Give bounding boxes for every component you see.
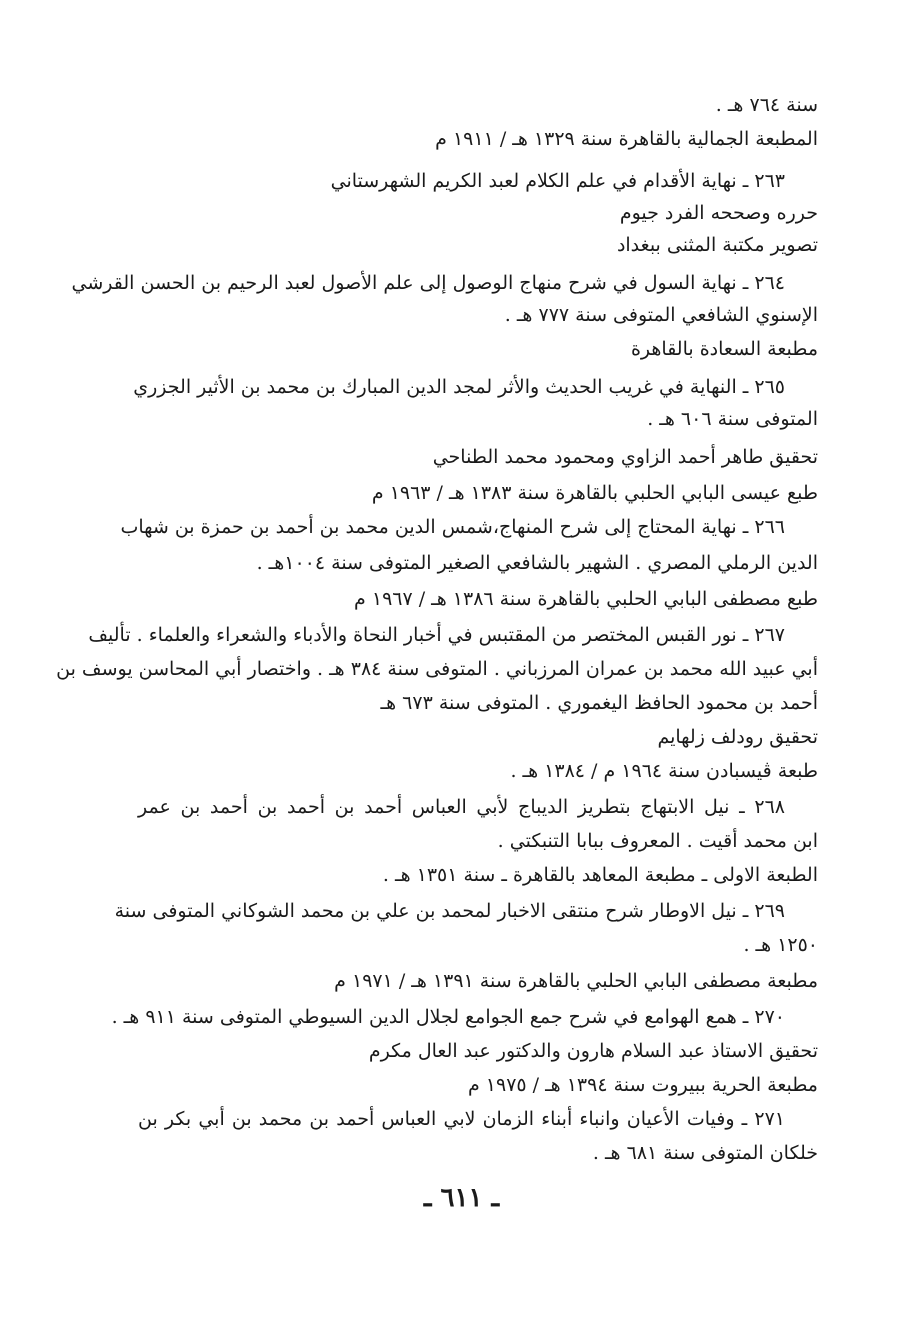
- entry-264: ٢٦٤ ـ نهاية السول في شرح منهاج الوصول إلى علم الأصول لعبد الرحيم بن الحسن القرشي: [71, 272, 785, 294]
- text-line: مطبعة السعادة بالقاهرة: [630, 338, 818, 360]
- text-line: تصوير مكتبة المثنى ببغداد: [616, 234, 818, 256]
- text-line: تحقيق الاستاذ عبد السلام هارون والدكتور عبد العال مكرم: [368, 1040, 818, 1062]
- text-line: طبعة ڤيسبادن سنة ١٩٦٤ م / ١٣٨٤ هـ .: [510, 760, 818, 782]
- text-line: أحمد بن محمود الحافظ اليغموري . المتوفى سنة ٦٧٣ هـ: [380, 692, 818, 714]
- text-line: تحقيق طاهر أحمد الزاوي ومحمود محمد الطناحي: [432, 446, 818, 468]
- text-line: تحقيق رودلف زلهايم: [657, 726, 818, 748]
- text-line: ١٢٥٠ هـ .: [743, 934, 818, 956]
- text-line: الطبعة الاولى ـ مطبعة المعاهد بالقاهرة ـ سنة ١٣٥١ هـ .: [382, 864, 818, 886]
- text-line: حرره وصححه الفرد جيوم: [619, 202, 818, 224]
- entry-269: ٢٦٩ ـ نيل الاوطار شرح منتقى الاخبار لمحمد بن علي بن محمد الشوكاني المتوفى سنة: [114, 900, 785, 922]
- entry-271: ٢٧١ ـ وفيات الأعيان وانباء أبناء الزمان لابي العباس أحمد بن محمد بن أبي بكر بن: [138, 1108, 785, 1130]
- entry-268: ٢٦٨ ـ نيل الابتهاج بتطريز الديباج لأبي العباس أحمد بن أحمد بن أحمد بن عمر: [138, 796, 785, 818]
- text-line: المتوفى سنة ٦٠٦ هـ .: [647, 408, 818, 430]
- text-line: طبع مصطفى البابي الحلبي بالقاهرة سنة ١٣٨٦ هـ / ١٩٦٧ م: [354, 588, 818, 610]
- text-line: خلكان المتوفى سنة ٦٨١ هـ .: [592, 1142, 818, 1164]
- text-line: سنة ٧٦٤ هـ .: [715, 94, 818, 116]
- entry-265: ٢٦٥ ـ النهاية في غريب الحديث والأثر لمجد الدين المبارك بن محمد بن الأثير الجزري: [133, 376, 785, 398]
- text-line: الدين الرملي المصري . الشهير بالشافعي الصغير المتوفى سنة ١٠٠٤هـ .: [256, 552, 818, 574]
- text-line: المطبعة الجمالية بالقاهرة سنة ١٣٢٩ هـ / ١٩١١ م: [435, 128, 818, 150]
- entry-266: ٢٦٦ ـ نهاية المحتاج إلى شرح المنهاج،شمس الدين محمد بن أحمد بن حمزة بن شهاب: [120, 516, 785, 538]
- text-line: طبع عيسى البابي الحلبي بالقاهرة سنة ١٣٨٣ هـ / ١٩٦٣ م: [371, 482, 818, 504]
- page-number: ـ ٦١١ ـ: [423, 1183, 500, 1213]
- entry-263: ٢٦٣ ـ نهاية الأقدام في علم الكلام لعبد الكريم الشهرستاني: [330, 170, 785, 192]
- text-line: مطبعة مصطفى البابي الحلبي بالقاهرة سنة ١٣٩١ هـ / ١٩٧١ م: [334, 970, 818, 992]
- text-line: أبي عبيد الله محمد بن عمران المرزباني . المتوفى سنة ٣٨٤ هـ . واختصار أبي المحاسن يوسف بن: [56, 658, 818, 680]
- text-line: الإسنوي الشافعي المتوفى سنة ٧٧٧ هـ .: [504, 304, 818, 326]
- entry-267: ٢٦٧ ـ نور القبس المختصر من المقتبس في أخبار النحاة والأدباء والشعراء والعلماء . تأليف: [88, 624, 785, 646]
- text-line: مطبعة الحرية ببيروت سنة ١٣٩٤ هـ / ١٩٧٥ م: [467, 1074, 818, 1096]
- entry-270: ٢٧٠ ـ همع الهوامع في شرح جمع الجوامع لجلال الدين السيوطي المتوفى سنة ٩١١ هـ .: [111, 1006, 785, 1028]
- text-line: ابن محمد أقيت . المعروف ببابا التنبكتي .: [497, 830, 818, 852]
